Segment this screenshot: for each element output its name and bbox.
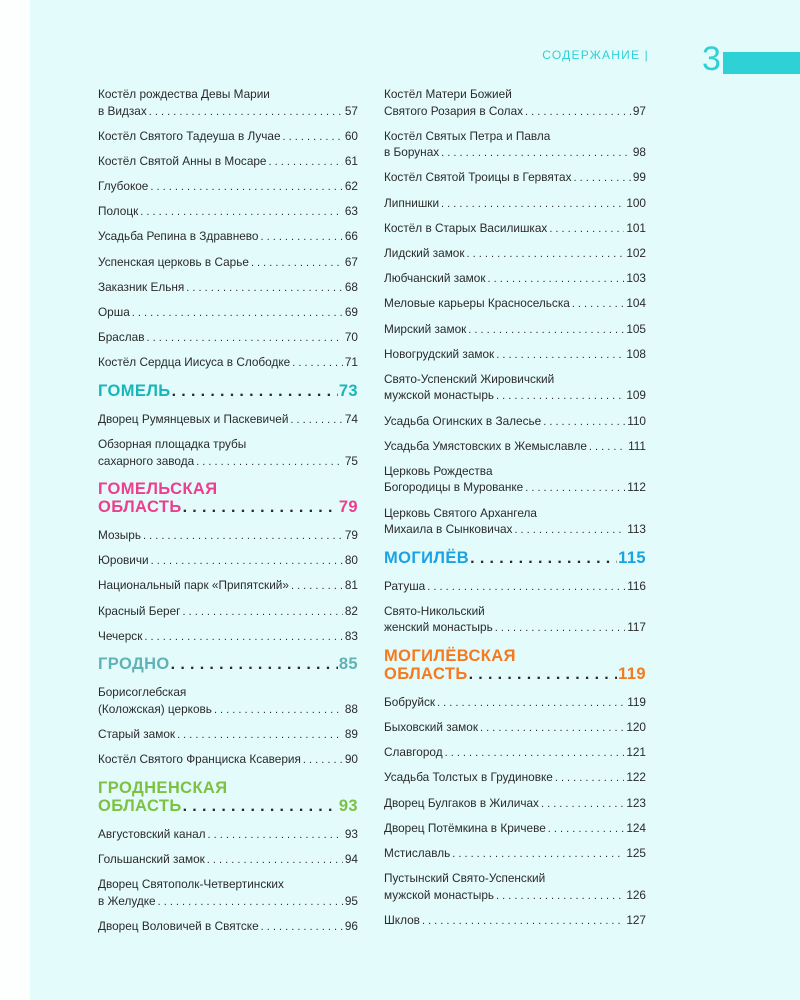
- toc-entry[interactable]: [98, 628, 358, 646]
- dot-leader: [143, 527, 343, 545]
- toc-entry[interactable]: [98, 552, 358, 570]
- entry-title-line: Дворец Воловичей в Святске: [98, 918, 259, 933]
- entry-title-line: Обзорная площадка трубы: [98, 437, 247, 452]
- entry-title-line: Усадьба Репина в Здравнево: [98, 229, 259, 244]
- entry-title-line: женский монастырь: [384, 620, 493, 635]
- page-ref: 124: [626, 820, 646, 835]
- dot-leader: [525, 103, 631, 121]
- page-ref: 79: [338, 498, 358, 517]
- page-ref: 119: [627, 694, 646, 709]
- toc-entry[interactable]: [384, 505, 646, 539]
- toc-entry[interactable]: [98, 726, 358, 744]
- toc-section-heading[interactable]: [98, 480, 358, 517]
- page-ref: 75: [344, 453, 358, 468]
- dot-leader: [292, 354, 343, 372]
- toc-entry[interactable]: [98, 203, 358, 221]
- page-ref: 83: [344, 628, 358, 643]
- dot-leader: [283, 128, 343, 146]
- dot-leader: [196, 453, 343, 471]
- entry-title-line: Михаила в Сынковичах: [384, 522, 513, 537]
- toc-entry[interactable]: [384, 719, 646, 737]
- entry-title-line: Браслав: [98, 330, 145, 345]
- dot-leader: [269, 153, 343, 171]
- page-ref: 102: [626, 245, 646, 260]
- dot-leader: [290, 411, 342, 429]
- toc-entry[interactable]: [98, 751, 358, 769]
- entry-title-line: мужской монастырь: [384, 388, 495, 403]
- toc-entry[interactable]: [384, 795, 646, 813]
- toc-entry[interactable]: [384, 578, 646, 596]
- toc-entry[interactable]: [98, 178, 358, 196]
- entry-title-line: Славгород: [384, 745, 443, 760]
- dot-leader: [177, 726, 343, 744]
- page-ref: 71: [344, 355, 358, 370]
- entry-title-line: Мозырь: [98, 528, 141, 543]
- toc-entry[interactable]: [384, 870, 646, 904]
- entry-title-line: Костёл в Старых Василишках: [384, 220, 548, 235]
- entry-title-line: Костёл Матери Божией: [384, 87, 512, 101]
- page-ref: 126: [626, 887, 646, 902]
- entry-title-line: Глубокое: [98, 179, 149, 194]
- toc-entry[interactable]: [384, 744, 646, 762]
- page-ref: 93: [338, 796, 358, 815]
- dot-leader: [496, 387, 624, 405]
- page-ref: 111: [628, 438, 646, 453]
- entry-title-line: Гольшанский замок: [98, 851, 205, 866]
- page-ref: 105: [626, 321, 646, 336]
- page-ref: 98: [632, 145, 646, 160]
- toc-entry[interactable]: [98, 527, 358, 545]
- dot-leader: [525, 479, 625, 497]
- page-ref: 100: [626, 195, 646, 210]
- page-ref: 101: [626, 220, 646, 235]
- toc-entry[interactable]: [98, 228, 358, 246]
- dot-leader: [452, 845, 624, 863]
- dot-leader: [171, 655, 338, 674]
- page-ref: 120: [626, 720, 646, 734]
- page-ref: 88: [344, 701, 358, 716]
- page-ref: 60: [344, 128, 358, 143]
- entry-title-line: Полоцк: [98, 204, 139, 219]
- page-ref: 119: [618, 664, 646, 683]
- toc-entry[interactable]: [384, 694, 646, 712]
- page-ref: 93: [344, 826, 358, 841]
- page-ref: 96: [344, 918, 358, 933]
- dot-leader: [207, 851, 343, 869]
- dot-leader: [422, 912, 624, 930]
- page-ref: 123: [626, 795, 646, 810]
- dot-leader: [150, 178, 343, 196]
- page-ref: 66: [344, 229, 358, 244]
- entry-title-line: в Видзах: [98, 103, 147, 118]
- page-ref: 81: [344, 578, 358, 593]
- section-title-line: ГОМЕЛЬ: [98, 381, 171, 400]
- section-title-line: МОГИЛЁВСКАЯ: [384, 646, 516, 665]
- toc-left-column: [98, 86, 358, 943]
- entry-title-line: Мстиславль: [384, 845, 451, 860]
- toc-entry[interactable]: [98, 684, 358, 718]
- page-ref: 116: [627, 578, 646, 593]
- entry-title-line: Церковь Святого Архангела: [384, 505, 537, 520]
- entry-title-line: Национальный парк «Припятский»: [98, 578, 289, 593]
- dot-leader: [186, 279, 343, 297]
- entry-title-line: Успенская церковь в Сарье: [98, 254, 249, 269]
- dot-leader: [488, 270, 625, 288]
- entry-title-line: Орша: [98, 305, 130, 319]
- entry-title-line: Красный Берег: [98, 603, 181, 618]
- page-ref: 95: [344, 893, 358, 908]
- dot-leader: [541, 795, 624, 813]
- page-ref: 79: [344, 528, 358, 543]
- section-title-line: МОГИЛЁВ: [384, 548, 470, 567]
- toc-entry[interactable]: [98, 354, 358, 372]
- entry-title-line: Лидский замок: [384, 245, 465, 260]
- page-ref: 104: [626, 296, 646, 311]
- dot-leader: [149, 103, 343, 121]
- page-ref: 99: [632, 170, 646, 185]
- entry-title-line: мужской монастырь: [384, 887, 495, 902]
- dot-leader: [251, 254, 343, 272]
- page-ref: 63: [344, 204, 358, 219]
- toc-section-heading[interactable]: [98, 655, 358, 674]
- dot-leader: [589, 438, 626, 456]
- toc-entry[interactable]: [98, 128, 358, 146]
- dot-leader: [543, 413, 625, 431]
- entry-title-line: Липнишки: [384, 195, 440, 210]
- entry-title-line: Новогрудский замок: [384, 346, 495, 361]
- toc-entry[interactable]: [384, 346, 646, 364]
- section-title-line: ГОМЕЛЬСКАЯ: [98, 480, 218, 499]
- page-ref: 57: [344, 103, 358, 118]
- toc-entry[interactable]: [384, 371, 646, 405]
- page-ref: 109: [626, 388, 646, 403]
- dot-leader: [441, 144, 631, 162]
- toc-entry[interactable]: [98, 279, 358, 297]
- entry-title-line: Бобруйск: [384, 694, 436, 709]
- entry-title-line: Меловые карьеры Красносельска: [384, 296, 570, 311]
- toc-entry[interactable]: [384, 413, 646, 431]
- dot-leader: [260, 228, 342, 246]
- page-ref: 94: [344, 851, 358, 866]
- entry-title-line: в Желудке: [98, 893, 156, 908]
- entry-title-line: Дворец Святополк-Четвертинских: [98, 877, 284, 892]
- toc-entry[interactable]: [384, 220, 646, 238]
- toc-entry[interactable]: [384, 820, 646, 838]
- dot-leader: [182, 603, 342, 621]
- page-ref: 68: [344, 279, 358, 294]
- entry-title-line: Костёл Сердца Иисуса в Слободке: [98, 355, 291, 370]
- dot-leader: [441, 195, 624, 213]
- page-ref: 125: [626, 845, 646, 860]
- entry-title-line: Костёл Святого Франциска Ксаверия: [98, 752, 301, 767]
- entry-title-line: Костёл Святого Тадеуша в Лучае: [98, 128, 281, 143]
- toc-entry[interactable]: [98, 436, 358, 470]
- page-ref: 121: [626, 745, 646, 760]
- dot-leader: [572, 295, 625, 313]
- toc-section-heading[interactable]: [98, 382, 358, 401]
- page-ref: 82: [344, 603, 358, 618]
- entry-title-line: Дворец Потёмкина в Кричеве: [384, 820, 546, 835]
- toc-entry[interactable]: [384, 128, 646, 162]
- dot-leader: [469, 665, 618, 684]
- entry-title-line: Юровичи: [98, 553, 149, 568]
- entry-title-line: Церковь Рождества: [384, 463, 493, 478]
- page-ref: 117: [627, 620, 646, 635]
- entry-title-line: Святого Розария в Солах: [384, 103, 524, 118]
- entry-title-line: Свято-Успенский Жировичский: [384, 371, 555, 386]
- dot-leader: [183, 498, 338, 517]
- toc-entry[interactable]: [384, 169, 646, 187]
- dot-leader: [470, 549, 617, 568]
- dot-leader: [467, 245, 625, 263]
- entry-title-line: Пустынский Свято-Успенский: [384, 871, 546, 886]
- section-title-line: ОБЛАСТЬ: [384, 664, 468, 683]
- dot-leader: [172, 382, 338, 401]
- toc-entry[interactable]: [384, 438, 646, 456]
- toc-entry[interactable]: [98, 254, 358, 272]
- entry-title-line: Дворец Румянцевых и Паскевичей: [98, 411, 289, 426]
- toc-entry[interactable]: [384, 912, 646, 930]
- entry-title-line: Усадьба Умястовских в Жемыславле: [384, 438, 587, 453]
- entry-title-line: (Коложская) церковь: [98, 701, 212, 716]
- page-ref: 103: [626, 271, 646, 286]
- page-ref: 110: [627, 413, 646, 428]
- page-ref: 89: [344, 727, 358, 741]
- dot-leader: [214, 701, 343, 719]
- page-ref: 67: [344, 254, 358, 269]
- dot-leader: [573, 169, 630, 187]
- entry-title-line: Богородицы в Мурованке: [384, 480, 524, 495]
- dot-leader: [514, 521, 625, 539]
- toc-entry[interactable]: [98, 329, 358, 347]
- entry-title-line: Костёл Святой Троицы в Гервятах: [384, 170, 572, 185]
- page-ref: 62: [344, 179, 358, 194]
- toc-section-heading[interactable]: [384, 549, 646, 568]
- page-ref: 127: [626, 912, 646, 927]
- dot-leader: [548, 820, 625, 838]
- book-page: [30, 0, 800, 1000]
- dot-leader: [144, 628, 343, 646]
- dot-leader: [261, 918, 343, 936]
- dot-leader: [208, 826, 343, 844]
- toc-entry[interactable]: [384, 270, 646, 288]
- page-ref: 108: [626, 346, 646, 361]
- dot-leader: [468, 321, 624, 339]
- dot-leader: [132, 304, 343, 322]
- entry-title-line: Костёл Святой Анны в Мосаре: [98, 153, 267, 168]
- page-ref: 69: [344, 305, 358, 319]
- toc-entry[interactable]: [384, 321, 646, 339]
- dot-leader: [291, 577, 343, 595]
- dot-leader: [495, 619, 625, 637]
- entry-title-line: Ратуша: [384, 578, 426, 593]
- dot-leader: [437, 694, 625, 712]
- section-title-line: ОБЛАСТЬ: [98, 796, 182, 815]
- entry-title-line: Свято-Никольский: [384, 603, 485, 618]
- page-ref: 122: [626, 770, 646, 785]
- page-ref: 61: [344, 153, 358, 168]
- toc-entry[interactable]: [98, 603, 358, 621]
- page-ref: 70: [344, 330, 358, 345]
- header-label: СОДЕРЖАНИЕ |: [542, 48, 649, 62]
- dot-leader: [445, 744, 625, 762]
- toc-entry[interactable]: [98, 876, 358, 910]
- toc-entry[interactable]: [384, 245, 646, 263]
- entry-title-line: Дворец Булгаков в Жиличах: [384, 795, 539, 810]
- toc-entry[interactable]: [98, 851, 358, 869]
- dot-leader: [549, 220, 624, 238]
- toc-entry[interactable]: [98, 918, 358, 936]
- page-ref: 113: [627, 522, 646, 537]
- page-ref: 74: [344, 411, 358, 426]
- entry-title-line: Костёл Святых Петра и Павла: [384, 128, 551, 143]
- dot-leader: [496, 346, 624, 364]
- entry-title-line: Усадьба Толстых в Грудиновке: [384, 770, 553, 785]
- toc-entry[interactable]: [384, 295, 646, 313]
- entry-title-line: сахарного завода: [98, 453, 195, 468]
- entry-title-line: Мирский замок: [384, 321, 467, 336]
- toc-entry[interactable]: [98, 86, 358, 120]
- toc-entry[interactable]: [384, 845, 646, 863]
- entry-title-line: Чечерск: [98, 628, 143, 643]
- page-ref: 85: [338, 655, 358, 674]
- section-title-line: ГРОДНЕНСКАЯ: [98, 778, 228, 797]
- entry-title-line: Любчанский замок: [384, 271, 486, 286]
- entry-title-line: Шклов: [384, 912, 420, 927]
- entry-title-line: Старый замок: [98, 727, 176, 741]
- section-title-line: ГРОДНО: [98, 655, 170, 674]
- dot-leader: [158, 893, 343, 911]
- entry-title-line: Быховский замок: [384, 720, 479, 734]
- dot-leader: [480, 719, 624, 737]
- dot-leader: [427, 578, 625, 596]
- entry-title-line: в Борунах: [384, 145, 440, 160]
- entry-title-line: Заказник Ельня: [98, 279, 185, 294]
- entry-title-line: Костёл рождества Девы Марии: [98, 87, 270, 101]
- page-ref: 112: [627, 480, 646, 495]
- dot-leader: [146, 329, 342, 347]
- section-title-line: ОБЛАСТЬ: [98, 498, 182, 517]
- page-ref: 73: [338, 381, 358, 400]
- toc-entry[interactable]: [384, 195, 646, 213]
- toc-entry[interactable]: [98, 153, 358, 171]
- dot-leader: [151, 552, 343, 570]
- entry-title-line: Августовский канал: [98, 826, 206, 841]
- page-ref: 97: [632, 103, 646, 118]
- entry-title-line: Борисоглебская: [98, 685, 187, 700]
- page-ref: 115: [618, 548, 646, 567]
- toc-entry[interactable]: [98, 304, 358, 322]
- dot-leader: [303, 751, 343, 769]
- toc-entry[interactable]: [384, 603, 646, 637]
- entry-title-line: Усадьба Огинских в Залесье: [384, 413, 542, 428]
- toc-entry[interactable]: [384, 769, 646, 787]
- toc-right-column: [384, 86, 646, 937]
- toc-entry[interactable]: [384, 463, 646, 497]
- toc-entry[interactable]: [384, 86, 646, 120]
- toc-entry[interactable]: [98, 411, 358, 429]
- page-ref: 80: [344, 553, 358, 568]
- dot-leader: [496, 887, 624, 905]
- page-number: 3: [702, 40, 721, 78]
- toc-entry[interactable]: [98, 577, 358, 595]
- toc-section-heading[interactable]: [384, 647, 646, 684]
- dot-leader: [555, 769, 624, 787]
- page-ref: 90: [344, 752, 358, 767]
- dot-leader: [183, 797, 338, 816]
- toc-section-heading[interactable]: [98, 779, 358, 816]
- toc-entry[interactable]: [98, 826, 358, 844]
- dot-leader: [140, 203, 343, 221]
- header-accent-bar: [723, 52, 800, 74]
